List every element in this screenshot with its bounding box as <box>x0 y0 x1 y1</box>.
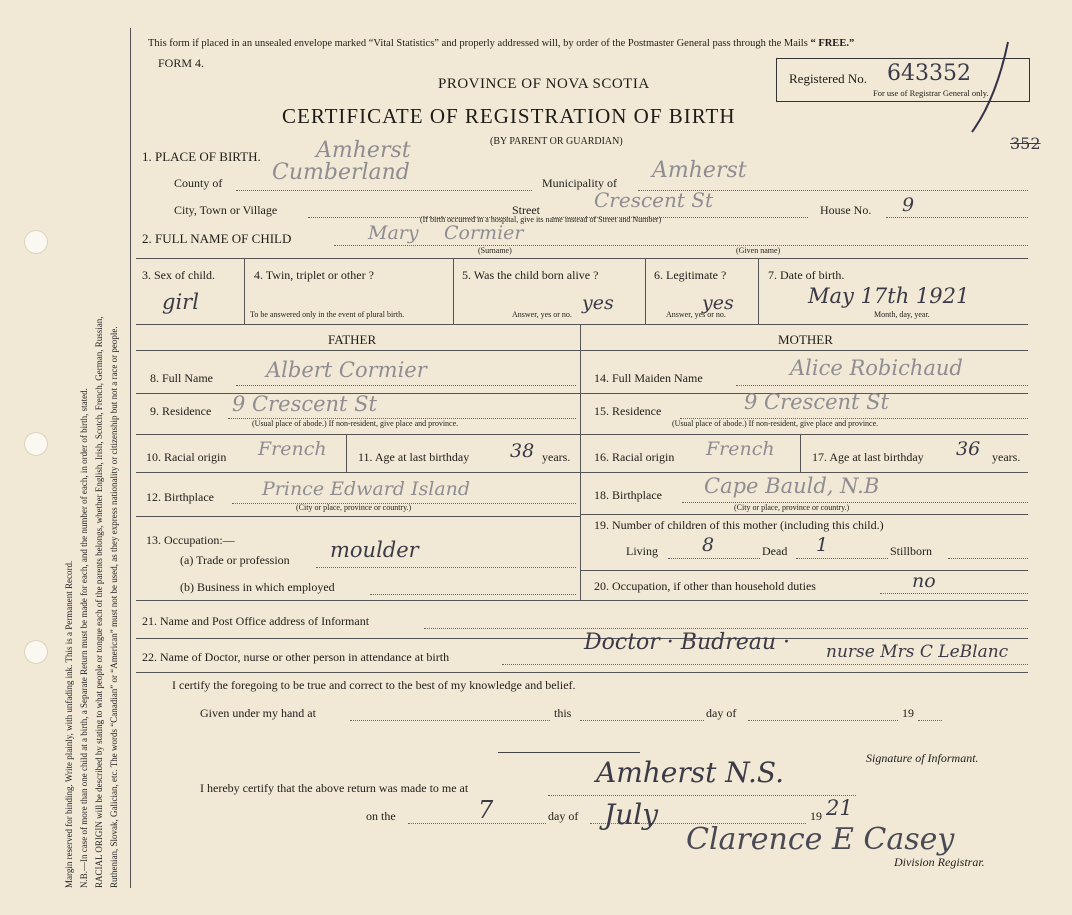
twin-label: 4. Twin, triplet or other ? <box>254 268 374 282</box>
informant-signature-label: Signature of Informant. <box>866 751 979 765</box>
stillborn-label: Stillborn <box>890 544 933 558</box>
mother-birthplace-label: 18. Birthplace <box>594 488 662 502</box>
hospital-note: (If birth occurred in a hospital, give its name instead of Street and Number) <box>420 215 662 224</box>
twin-note: To be answered only in the event of plural birth. <box>250 310 405 319</box>
legitimate-label: 6. Legitimate ? <box>654 268 727 282</box>
mother-years-label: years. <box>992 450 1021 464</box>
registered-number: 643352 <box>887 61 971 86</box>
day-of-label-2: day of <box>548 809 579 823</box>
mother-age-value: 36 <box>956 438 981 460</box>
registration-day: 7 <box>478 796 494 824</box>
surname-caption: (Surname) <box>478 246 512 255</box>
mother-name-value: Alice Robichaud <box>790 356 963 380</box>
legitimate-note: Answer, yes or no. <box>666 310 726 319</box>
father-trade-label: (a) Trade or profession <box>180 553 290 567</box>
county-label: County of <box>174 176 223 190</box>
mother-birthplace-value: Cape Bauld, N.B <box>704 474 880 498</box>
this-label: this <box>554 706 572 720</box>
registration-month: July <box>604 798 659 831</box>
alive-value: yes <box>582 292 614 314</box>
sex-label: 3. Sex of child. <box>142 268 215 282</box>
mother-race-value: French <box>706 438 775 460</box>
living-value: 8 <box>702 534 715 556</box>
pen-stroke-mark <box>960 40 1020 140</box>
hereby-certify-label: I hereby certify that the above return was made to me at <box>200 781 469 795</box>
child-name-label: 2. FULL NAME OF CHILD <box>142 231 292 246</box>
county-value: Cumberland <box>272 160 410 185</box>
registered-label: Registered No. <box>789 71 867 86</box>
municipality-value: Amherst <box>652 158 747 183</box>
place-of-birth-value: Amherst <box>316 138 411 163</box>
dob-note: Month, day, year. <box>874 310 930 319</box>
house-value: 9 <box>902 194 915 216</box>
punch-hole <box>24 640 48 664</box>
child-given-name: Mary <box>368 222 419 244</box>
mother-residence-label: 15. Residence <box>594 404 662 418</box>
dead-value: 1 <box>816 534 829 556</box>
nurse-value: nurse Mrs C LeBlanc <box>826 642 1009 662</box>
father-birthplace-label: 12. Birthplace <box>146 490 214 504</box>
place-of-birth-label: 1. PLACE OF BIRTH. <box>142 149 261 164</box>
given-name-caption: (Given name) <box>736 246 781 255</box>
margin-note-2: N.B.—In case of more than one child at a birth, a Separate Return must be made for each, and the number of each, in order of birth, stated. <box>79 388 89 888</box>
father-birthplace-value: Prince Edward Island <box>262 478 471 500</box>
child-surname: Cormier <box>444 222 524 244</box>
attendant-label: 22. Name of Doctor, nurse or other person in attendance at birth <box>142 650 450 664</box>
struck-number: 352 <box>1010 134 1041 153</box>
margin-note-4: Ruthenian, Slovak, Galician, etc. The words “Canadian” or “American” must not be used, as they express nationality or citizenship but not a race or people. <box>109 326 119 888</box>
registration-place: Amherst N.S. <box>596 756 784 789</box>
father-race-label: 10. Racial origin <box>146 450 227 464</box>
dob-label: 7. Date of birth. <box>768 268 845 282</box>
certify-statement: I certify the foregoing to be true and correct to the best of my knowledge and belief. <box>172 678 576 692</box>
mother-occupation-label: 20. Occupation, if other than household duties <box>594 579 816 593</box>
informant-label: 21. Name and Post Office address of Informant <box>142 614 370 628</box>
mother-residence-value: 9 Crescent St <box>744 390 890 414</box>
registrar-note: For use of Registrar General only. <box>873 88 989 98</box>
sex-value: girl <box>162 290 199 314</box>
postal-notice: This form if placed in an unsealed envelope marked “Vital Statistics” and properly addressed will, by order of the Postmaster General pass through the Mails “ FREE.” <box>148 38 855 49</box>
margin-note-3: RACIAL ORIGIN will be described by stating to what people or tongue each of the parents belongs, whether English, Irish, Scotch, French, German, Russian, <box>94 316 104 888</box>
alive-note: Answer, yes or no. <box>512 310 572 319</box>
mother-birthplace-note: (City or place, province or country.) <box>734 503 850 512</box>
father-race-value: French <box>258 438 327 460</box>
dead-label: Dead <box>762 544 788 558</box>
father-years-label: years. <box>542 450 571 464</box>
punch-hole <box>24 230 48 254</box>
mother-heading: MOTHER <box>778 332 833 347</box>
father-name-value: Albert Cormier <box>266 358 427 382</box>
father-name-label: 8. Full Name <box>150 371 213 385</box>
day-of-label: day of <box>706 706 737 720</box>
father-age-label: 11. Age at last birthday <box>358 450 470 464</box>
year-prefix-2: 19 <box>810 809 822 823</box>
binding-margin <box>62 28 131 888</box>
form-number: FORM 4. <box>158 56 205 70</box>
street-label: Street <box>512 203 540 217</box>
margin-note-1: Margin reserved for binding. Write plainly, with unfading ink. This is a Permanent Record. <box>64 560 74 888</box>
father-trade-value: moulder <box>330 538 419 562</box>
mother-children-label: 19. Number of children of this mother (including this child.) <box>594 518 884 532</box>
father-occupation-label: 13. Occupation:— <box>146 533 235 547</box>
street-value: Crescent St <box>594 188 714 212</box>
father-business-label: (b) Business in which employed <box>180 580 335 594</box>
father-age-value: 38 <box>510 440 535 462</box>
father-birthplace-note: (City or place, province or country.) <box>296 503 412 512</box>
registration-year: 21 <box>826 796 853 820</box>
father-residence-note: (Usual place of abode.) If non-resident, give place and province. <box>252 419 459 428</box>
mother-race-label: 16. Racial origin <box>594 450 675 464</box>
mother-residence-note: (Usual place of abode.) If non-resident, give place and province. <box>672 419 879 428</box>
living-label: Living <box>626 544 658 558</box>
mother-age-label: 17. Age at last birthday <box>812 450 924 464</box>
doctor-value: Doctor · Budreau · <box>584 630 791 655</box>
house-label: House No. <box>820 203 872 217</box>
mother-occupation-value: no <box>912 570 936 592</box>
province-heading: PROVINCE OF NOVA SCOTIA <box>438 76 650 92</box>
legitimate-value: yes <box>702 292 734 314</box>
certificate-title: CERTIFICATE OF REGISTRATION OF BIRTH <box>282 104 736 128</box>
municipality-label: Municipality of <box>542 176 617 190</box>
on-the-label: on the <box>366 809 396 823</box>
given-under-label: Given under my hand at <box>200 706 316 720</box>
mother-name-label: 14. Full Maiden Name <box>594 371 703 385</box>
father-heading: FATHER <box>328 332 377 347</box>
year-prefix-1: 19 <box>902 706 914 720</box>
certificate-subtitle: (BY PARENT OR GUARDIAN) <box>490 136 623 147</box>
registrar-signature: Clarence E Casey <box>686 822 955 857</box>
father-residence-value: 9 Crescent St <box>232 392 378 416</box>
alive-label: 5. Was the child born alive ? <box>462 268 599 282</box>
father-residence-label: 9. Residence <box>150 404 212 418</box>
dob-value: May 17th 1921 <box>808 284 970 308</box>
city-label: City, Town or Village <box>174 203 278 217</box>
division-registrar-label: Division Registrar. <box>894 855 985 869</box>
punch-hole <box>24 432 48 456</box>
